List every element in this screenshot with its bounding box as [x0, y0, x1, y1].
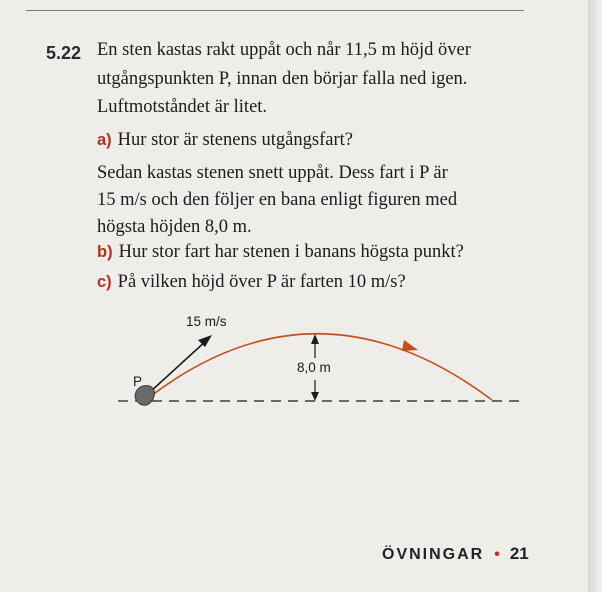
height-label: 8,0 m	[297, 360, 331, 375]
part-b-text: Hur stor fart har stenen i banans högsta punkt?	[118, 242, 464, 262]
page-footer	[382, 544, 529, 564]
middle-line-2: 15 m/s och den följer en bana enligt figuren med	[97, 190, 458, 210]
trajectory-arrowhead	[402, 340, 418, 351]
footer-bullet-icon: •	[494, 546, 500, 563]
trajectory-figure	[100, 300, 540, 430]
part-a-label: a)	[97, 131, 112, 149]
velocity-label: 15 m/s	[186, 314, 227, 329]
point-label: P	[133, 374, 143, 389]
part-a	[97, 131, 353, 150]
page-edge-shadow	[588, 0, 602, 592]
page-number: 21	[509, 544, 529, 563]
intro-line-3: Luftmotståndet är litet.	[97, 97, 268, 117]
intro-line-2: utgångspunkten P, innan den börjar falla ned igen.	[97, 69, 468, 89]
top-rule	[26, 10, 524, 11]
part-c-label: c)	[97, 273, 112, 291]
middle-line-1: Sedan kastas stenen snett uppåt. Dess fart i P är	[97, 163, 448, 183]
intro-line-1: En sten kastas rakt uppåt och når 11,5 m höjd över	[97, 40, 471, 60]
part-b-label: b)	[97, 243, 113, 261]
velocity-arrowhead	[198, 335, 212, 347]
problem-number: 5.22	[46, 43, 82, 63]
height-arrowhead-bottom	[311, 392, 319, 401]
part-b	[97, 243, 464, 262]
middle-line-3: högsta höjden 8,0 m.	[97, 217, 252, 237]
height-arrowhead-top	[311, 334, 319, 344]
part-a-text: Hur stor är stenens utgångsfart?	[117, 130, 353, 150]
footer-section: ÖVNINGAR	[382, 546, 485, 563]
part-c-text: På vilken höjd över P är farten 10 m/s?	[117, 272, 406, 292]
part-c	[97, 273, 406, 292]
